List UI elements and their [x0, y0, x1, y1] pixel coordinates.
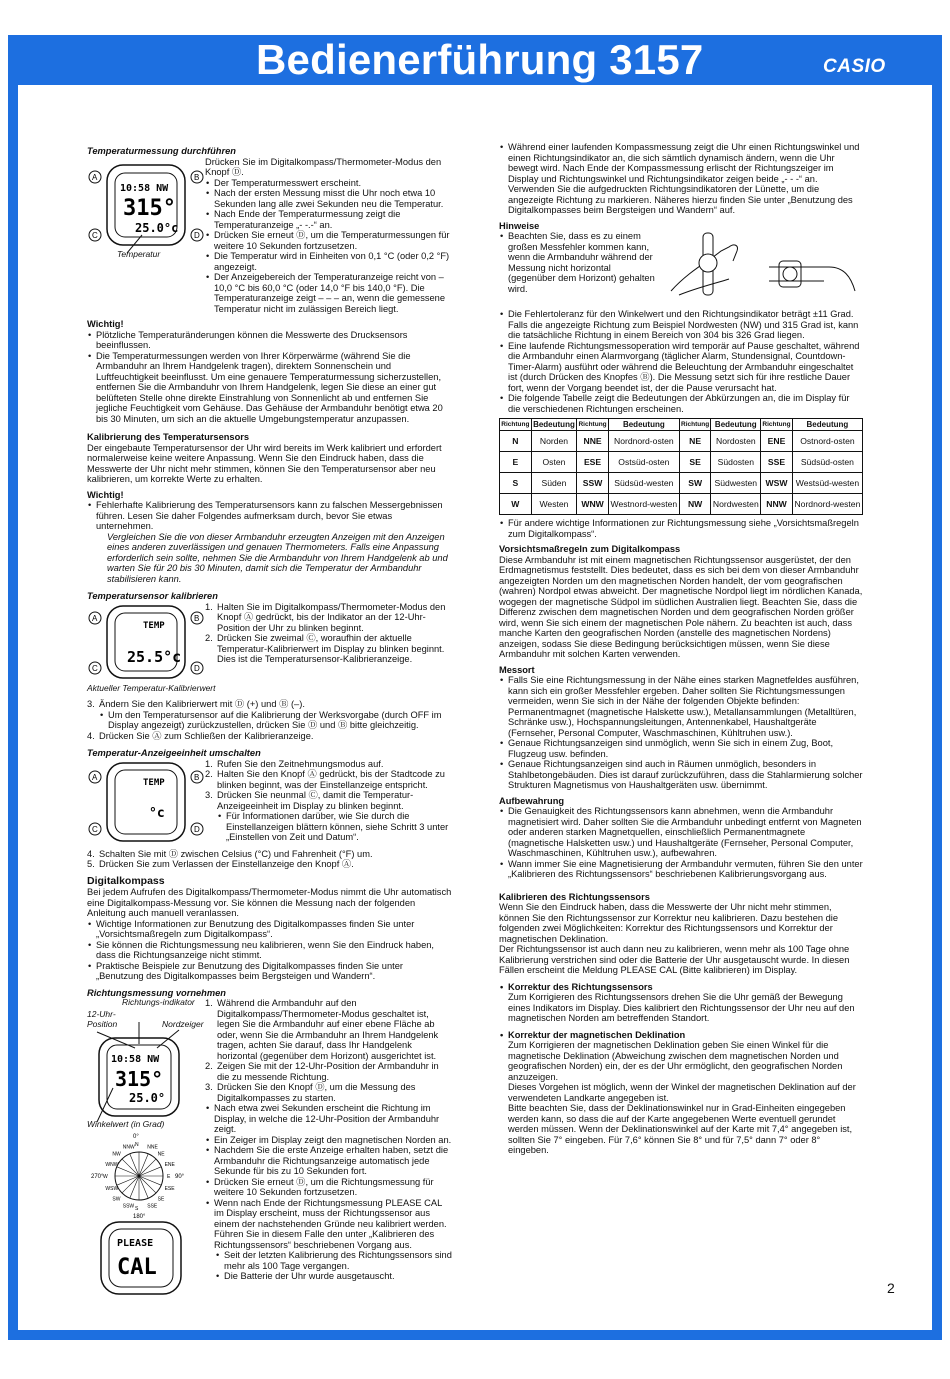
table-cell-abbrev: NNE	[577, 431, 609, 452]
table-cell-meaning: Westen	[531, 494, 577, 515]
table-cell-abbrev: SSE	[761, 452, 793, 473]
warn2-italic: Vergleichen Sie die von dieser Armbanduhr erzeugten Anzeigen mit den Anzeigen eines anderen zuverlässigen und genauen Thermometers. Falls eine Anpassung erforderlich sein sollte, nehmen Sie die Armbanduhr von Ihrem Handgelenk ab und warten Sie für 20 bis 30 Minuten, damit sich die Temperatur der Armbanduhr stabilisieren kann.	[107, 531, 448, 584]
table-cell-meaning: Ostnord-osten	[792, 431, 862, 452]
table-cell-meaning: Ostsüd-osten	[608, 452, 679, 473]
svg-text:C: C	[92, 230, 98, 240]
table-header: Richtung	[761, 419, 793, 431]
list-item: • Wann immer Sie eine Magnetisierung der Armbanduhr vermuten, führen Sie den unter „Kalibrieren des Richtungssensors“ beschriebenen Kalibrierungsvorgang aus.	[499, 859, 863, 880]
lcd-temp: 25.0°	[129, 1091, 166, 1106]
precautions-heading: Vorsichtsmaßregeln zum Digitalkompass	[499, 544, 681, 555]
calib-heading: Kalibrierung des Temperatursensors	[87, 432, 250, 442]
dial-label: SSW	[122, 1204, 135, 1211]
list-item: 3. Ändern Sie den Kalibrierwert mit Ⓓ (+) und Ⓑ (–).	[87, 699, 452, 710]
svg-text:B: B	[194, 613, 200, 623]
list-item: • Seit der letzten Kalibrierung des Richtungssensors sind mehr als 100 Tage vergangen.	[215, 1250, 452, 1271]
sensor-heading: Temperatursensor kalibrieren	[87, 591, 218, 601]
location-heading: Messort	[499, 664, 535, 675]
svg-text:C: C	[92, 824, 98, 834]
intro-list	[499, 142, 863, 216]
lcd-angle: 315°	[115, 1067, 164, 1092]
calibrate-b2-text2: Dieses Vorgehen ist möglich, wenn der Winkel der magnetischen Deklination auf der verwendeten Landkarte angegeben ist.	[508, 1082, 856, 1103]
location-list	[499, 675, 863, 791]
storage-heading: Aufbewahrung	[499, 795, 565, 806]
dial-label: NNE	[147, 1144, 158, 1151]
hints-list	[499, 231, 659, 303]
sensor-section	[87, 602, 452, 684]
table-row	[500, 452, 863, 473]
table-header: Bedeutung	[533, 420, 575, 429]
lcd-mode: TEMP	[143, 620, 165, 631]
dial-spoke	[122, 1159, 139, 1176]
list-item: 3. Drücken Sie den Knopf Ⓓ, um die Messung des Digitalkompasses zu starten.	[205, 1082, 452, 1103]
lcd-unit: °c	[149, 805, 165, 821]
list-item: • Wenn nach Ende der Richtungsmessung PLEASE CAL im Display erscheint, muss der Richtungssensor aus einem der nachstehenden Gründe neu kalibriert werden. Führen Sie in diesem Falle den unter „Kalibrieren des Richtungssensors“ beschriebenen Vorgang aus.	[205, 1198, 452, 1251]
svg-text:D: D	[194, 824, 200, 834]
svg-text:D: D	[194, 663, 200, 673]
unit-watch-figure	[87, 759, 205, 845]
list-item: • Wichtige Informationen zur Benutzung des Digitalkompasses finden Sie unter „Vorsichtsmaßregeln zum Digitalkompass“.	[87, 919, 452, 940]
dial-label: NW	[112, 1151, 121, 1158]
calibrate-list-2	[499, 1030, 863, 1041]
watch-icon	[87, 759, 205, 845]
table-cell-abbrev: WSW	[761, 473, 793, 494]
sensor-sub	[87, 710, 452, 731]
table-header: Richtung	[679, 419, 711, 431]
dial-label: SE	[157, 1197, 165, 1204]
calibrate-b1-text: Zum Korrigieren des Richtungssensors drehen Sie die Uhr gemäß der Bewegung eines Indikators im Display. Dies kalibriert den Richtungssensor der Uhr neu auf den magnetischen Norden am betreffenden Standort.	[508, 992, 855, 1024]
dial-degree: 270°	[91, 1174, 104, 1181]
warn1-list	[87, 330, 452, 425]
calibrate-list	[499, 982, 863, 993]
calibrate-text1: Wenn Sie den Eindruck haben, dass die Messwerte der Uhr nicht mehr stimmen, können Sie den Richtungssensor zur Korrektur neu kalibrieren. Dazu bestehen die folgenden zwei Möglichkeiten: Korrektur des Richtungssensors und Korrektur der magnetischen Deklination.	[499, 902, 839, 944]
watch-icon	[87, 1218, 205, 1298]
unit-section	[87, 759, 452, 845]
table-cell-meaning: Südsüd-osten	[792, 452, 862, 473]
dial-label: E	[167, 1174, 171, 1181]
svg-text:A: A	[92, 772, 98, 782]
list-item: 1. Während die Armbanduhr auf den Digitalkompass/Thermometer-Modus geschaltet ist, legen Sie die Armbanduhr auf einer ebene Fläche ab oder, wenn Sie die Armbanduhr an Ihrem Handgelenk tragen, achten Sie darauf, dass Ihr Handgelenk horizontal (gegenüber dem Horizont) ausgerichtet ist.	[205, 998, 452, 1061]
compass-dial	[87, 1132, 205, 1222]
dir-heading: Richtungsmessung vornehmen	[87, 987, 226, 998]
calibrate-text2: Der Richtungssensor ist auch dann neu zu kalibrieren, wenn mehr als 100 Tage ohne Kalibrierung verstrichen sind oder die Batterie der Uhr ausgetauscht wurde. In diesen Fällen erscheint die Meldung PLEASE CAL (Bitte kalibrieren) im Display.	[499, 944, 850, 976]
list-item: • Während einer laufenden Kompassmessung zeigt die Uhr einen Richtungswinkel und einen Richtungsindikator an, die sich sämtlich dynamisch ändern, wenn die Uhr bewegt wird. Nach Ende der Kompassmessung erlischt der Richtungszeiger im Display und Richtungswinkel und Richtungsindikator zeigen beide „- - -“ an. Verwenden Sie die aufgedruckten Richtungsindikatoren der Lünette, um die angezeigte Richtung zu markieren. Näheres hierzu finden Sie unter „Benutzung des Digitalkompasses beim Bergsteigen und Wandern“ auf.	[499, 142, 863, 216]
temp-fig-label: Temperatur	[117, 248, 161, 259]
dial-degree: 0°	[133, 1134, 139, 1141]
list-item: • Falls Sie eine Richtungsmessung in der Nähe eines starken Magnetfeldes ausführen, kann sich ein großer Messfehler ergeben. Daher sollten Sie Richtungsmessungen vermeiden, wenn Sie sich in der Nähe der folgenden Objekte befinden: Permanentmagnet (magnetische Halskette usw.), Metallansammlungen (Metalltüren, Schränke usw.), Hochspannungsleitungen, Antennenkabel, Haushaltgeräte (Fernseher, Personal Computer, Waschmaschinen, Kühltruhen usw.).	[499, 675, 863, 738]
svg-text:C: C	[92, 663, 98, 673]
calibrate-heading: Kalibrieren des Richtungssensors	[499, 891, 650, 902]
dir-section	[87, 998, 452, 1288]
lcd-time: 10:58 NW	[111, 1054, 160, 1066]
list-item: • Ein Zeiger im Display zeigt den magnetischen Norden an.	[205, 1135, 452, 1146]
svg-text:A: A	[92, 172, 98, 182]
svg-text:B: B	[194, 772, 200, 782]
fig-label-indicator: Richtungs-indikator	[122, 997, 195, 1008]
table-cell-abbrev: W	[500, 494, 532, 515]
table-row	[500, 473, 863, 494]
list-item: • Nach Ende der Temperaturmessung zeigt die Temperaturanzeige „- -.-“ an.	[205, 209, 452, 230]
fig-label-12pos: 12-Uhr-Position	[87, 1009, 118, 1030]
dial-label: ENE	[164, 1162, 175, 1169]
list-item: • Die Batterie der Uhr wurde ausgetauscht.	[215, 1271, 452, 1282]
dial-degree: 90°	[175, 1174, 185, 1181]
storage-list	[499, 806, 863, 880]
list-item: • Die Genauigkeit des Richtungssensors kann abnehmen, wenn die Armbanduhr magnetisiert wird. Daher sollten Sie die Armbanduhr unbedingt entfernt von Magneten oder anderen starken Magnetquellen, einschließlich Permanentmagnete (magnetische Halsketten usw.) und Haushaltgeräte (Fernseher, Personal Computer, Waschmaschinen, Kühltruhen usw.), aufbewahren.	[499, 806, 863, 859]
table-body	[500, 431, 863, 515]
list-item: • Korrektur des Richtungssensors	[499, 982, 863, 993]
dial-label: N	[135, 1142, 139, 1149]
table-cell-meaning: Nordnord-westen	[792, 494, 862, 515]
table-cell-meaning: Südsüd-westen	[608, 473, 679, 494]
unit-steps	[205, 759, 452, 845]
list-item: • Praktische Beispiele zur Benutzung des Digitalkompasses finden Sie unter „Benutzung des Digitalkompasses beim Bergsteigen und Wandern“.	[87, 961, 452, 982]
table-cell-abbrev: NW	[679, 494, 711, 515]
list-item: • Genaue Richtungsanzeigen sind unmöglich, wenn Sie sich in einem Zug, Boot, Flugzeug usw. befinden.	[499, 738, 863, 759]
casio-logo: CASIO	[823, 56, 886, 77]
svg-text:A: A	[92, 613, 98, 623]
list-item: • Plötzliche Temperaturänderungen können die Messwerte des Drucksensors beeinflussen.	[87, 330, 452, 351]
list-item: • Korrektur der magnetischen Deklination	[499, 1030, 863, 1041]
calib-text: Der eingebaute Temperatursensor der Uhr wird bereits im Werk kalibriert und erfordert normalerweise keine weitere Anpassung. Wenn Sie den Eindruck haben, dass die Messwerte der Uhr nicht mehr stimmen, können Sie den Temperatursensor aber neu kalibrieren, um korrekte Werte zu erhalten.	[87, 442, 442, 484]
sensor-watch-figure	[87, 602, 205, 684]
dial-label: NE	[157, 1151, 165, 1158]
list-item: • Nachdem Sie die erste Anzeige erhalten haben, setzt die Armbanduhr die Richtungsanzeige automatisch jede Sekunde für bis zu 10 Sekunden fort.	[205, 1145, 452, 1177]
table-cell-meaning: Westnord-westen	[608, 494, 679, 515]
dial-spoke	[139, 1176, 156, 1193]
lcd-cal: CAL	[117, 1255, 157, 1281]
temp-heading: Temperaturmessung durchführen	[87, 146, 236, 156]
temp-section	[87, 157, 452, 315]
table-cell-meaning: Westsüd-westen	[792, 473, 862, 494]
unit-steps-end	[87, 849, 452, 870]
notes-list	[499, 309, 863, 414]
list-item: • Drücken Sie erneut Ⓓ, um die Richtungsmessung für weitere 10 Sekunden fortzusetzen.	[205, 1177, 452, 1198]
dial-label: WNW	[105, 1162, 119, 1169]
table-cell-abbrev: ESE	[577, 452, 609, 473]
list-item: • Eine laufende Richtungsmessoperation wird temporär auf Pause geschaltet, während die Armbanduhr einen Alarmvorgang (täglicher Alarm, Stundensignal, Countdown-Timer-Alarm) ausführt oder während die Beleuchtung der Armbanduhr eingeschaltet ist (durch Drücken des Knopfes Ⓑ). Die Messung setzt sich für ihre restliche Dauer fort, wenn der Vorgang beendet ist, der die Pause verursacht hat.	[499, 341, 863, 394]
page-title: Bedienerführung 3157	[256, 36, 704, 83]
warn2-list	[87, 500, 452, 532]
list-item: • Die Temperaturmessungen werden von Ihrer Körperwärme (während Sie die Armbanduhr an Ihrem Handgelenk tragen), direktem Sonnenschein und Luftfeuchtigkeit beeinflusst. Um eine genauere Temperaturmessung sicherzustellen, entfernen Sie die Armbanduhr von Ihrem Handgelenk, legen Sie diese an einer gut belüfteten Stelle ohne direkte Einstrahlung von Sonnenlicht ab und entfernen Sie jegliche Feuchtigkeit vom Gehäuse. Das Gehäuse der Armbanduhr benötigt etwa 20 bis 30 Minuten, um sich an die aktuelle Umgebungstemperatur anzupassen.	[87, 351, 452, 425]
right-column	[499, 142, 863, 1156]
precautions-text: Diese Armbanduhr ist mit einem magnetischen Richtungssensor ausgerüstet, der den Erdmagnetismus feststellt. Dies bedeutet, dass es sich bei dem von dieser Armbanduhr angezeigten Norden um den magnetischen Norden handelt, der vom geografischen (wahren) Nordpol etwas abweicht. Der magnetische Nordpol liegt im nördlichen Kanada, wogegen der magnetische Südpol im südlichen Australien liegt. Beachten Sie, dass die Differenz zwischen dem magnetischen Norden und dem geografischen Norden größer wird, wenn Sie sich einem der magnetischen Pole nähern. Zu beachten ist auch, dass manche Karten den geografischen Norden (anstelle des magnetischen Nordens) anzeigen, sodass Sie diese Bedingung berücksichtigen müssen, wenn Sie diese Armbanduhr mit solchen Karten verwenden.	[499, 554, 863, 660]
watch-icon	[87, 602, 205, 682]
dial-degree: 180°	[133, 1214, 146, 1221]
table-header-row	[500, 419, 863, 431]
table-header: Richtung	[500, 419, 532, 431]
table-cell-abbrev: N	[500, 431, 532, 452]
list-item: • Der Anzeigebereich der Temperaturanzeige reicht von –10,0 °C bis 60,0 °C (oder 14,0 °F bis 140,0 °F). Die Temperaturanzeige zeigt – – – an, wenn die gemessene Temperatur nicht im zulässigen Bereich liegt.	[205, 272, 452, 314]
dial-spoke	[139, 1159, 156, 1176]
dial-label: SW	[112, 1197, 121, 1204]
list-item: • Fehlerhafte Kalibrierung des Temperatursensors kann zu falschen Messergebnissen führen. Lesen Sie daher Folgendes aufmerksam durch, bevor Sie etwas unternehmen.	[87, 500, 452, 532]
table-cell-meaning: Nordwesten	[711, 494, 761, 515]
table-cell-abbrev: NNW	[761, 494, 793, 515]
table-header: Bedeutung	[608, 419, 679, 431]
list-item: • Die Temperatur wird in Einheiten von 0,1 °C (oder 0,2 °F) angezeigt.	[205, 251, 452, 272]
unit-heading: Temperatur-Anzeigeeinheit umschalten	[87, 748, 261, 759]
table-cell-abbrev: S	[500, 473, 532, 494]
hand-watch-icon	[659, 231, 859, 303]
warn1-heading: Wichtig!	[87, 319, 124, 329]
compass-heading: Digitalkompass	[87, 874, 165, 887]
list-item: • Die folgende Tabelle zeigt die Bedeutungen der Abkürzungen an, die im Display für die verschiedenen Richtungen erscheinen.	[499, 393, 863, 414]
list-item: • Beachten Sie, dass es zu einem großen Messfehler kommen kann, wenn die Armbanduhr während der Messung nicht horizontal (gegenüber dem Horizont) gehalten wird.	[499, 231, 659, 294]
dial-label: S	[135, 1206, 139, 1213]
svg-text:D: D	[194, 230, 200, 240]
lcd-temp: 25.0°c	[135, 220, 179, 235]
lcd-message: PLEASE	[117, 1238, 154, 1250]
compass-bullets	[87, 919, 452, 982]
table-cell-abbrev: SW	[679, 473, 711, 494]
lcd-time: 10:58 NW	[120, 182, 169, 194]
table-cell-abbrev: SSW	[577, 473, 609, 494]
lcd-value: 25.5°c	[127, 647, 182, 666]
table-cell-meaning: Osten	[531, 452, 577, 473]
table-note-list	[499, 518, 863, 539]
temp-bullets	[205, 178, 452, 315]
dial-label: W	[103, 1174, 108, 1181]
table-cell-abbrev: NE	[679, 431, 711, 452]
list-item: • Sie können die Richtungsmessung neu kalibrieren, wenn Sie den Eindruck haben, dass die Richtungsanzeige nicht stimmt.	[87, 940, 452, 961]
warn2-heading: Wichtig!	[87, 489, 124, 500]
hints-section	[499, 231, 863, 303]
list-item: • Für Informationen darüber, wie Sie durch die Einstellanzeigen blättern können, siehe Schritt 3 unter „Einstellen von Zeit und Datum“.	[217, 811, 452, 843]
dir-steps	[205, 998, 452, 1288]
table-cell-abbrev: SE	[679, 452, 711, 473]
temp-watch-figure	[87, 157, 205, 262]
table-cell-meaning: Südwesten	[711, 473, 761, 494]
hints-heading: Hinweise	[499, 220, 540, 231]
table-cell-meaning: Nordnord-osten	[608, 431, 679, 452]
temp-intro: Drücken Sie im Digitalkompass/Thermometer-Modus den Knopf Ⓓ.	[205, 156, 442, 177]
sensor-steps	[205, 602, 452, 684]
table-cell-meaning: Süden	[531, 473, 577, 494]
list-item: 2. Halten Sie den Knopf Ⓐ gedrückt, bis der Stadtcode zu blinken beginnt, was der Einstellanzeige entspricht.	[205, 769, 452, 790]
dial-label: SSE	[147, 1204, 158, 1211]
table-cell-meaning: Nordosten	[711, 431, 761, 452]
list-item: • Nach etwa zwei Sekunden erscheint die Richtung im Display, in welche die 12-Uhr-Position der Armbanduhr zeigt.	[205, 1103, 452, 1135]
list-item: • Um den Temperatursensor auf die Kalibrierung der Werksvorgabe (durch OFF im Display angezeigt) zurückzustellen, drücken Sie Ⓓ und Ⓑ bitte gleichzeitig.	[99, 710, 452, 731]
table-cell-meaning: Norden	[531, 431, 577, 452]
table-cell-abbrev: ENE	[761, 431, 793, 452]
list-item: 1. Halten Sie im Digitalkompass/Thermometer-Modus den Knopf Ⓐ gedrückt, bis der Indikator an der 12-Uhr-Position der Uhr zu blinken beginnt.	[205, 602, 452, 634]
compass-text: Bei jedem Aufrufen des Digitalkompass/Thermometer-Modus nimmt die Uhr automatisch eine Digitalkompass-Messung vor. Sie können die Messung nach der folgenden Anleitung auch manuell veranlassen.	[87, 887, 452, 919]
table-cell-abbrev: WNW	[577, 494, 609, 515]
list-item: • Genaue Richtungsanzeigen sind auch in Räumen unmöglich, besonders in Stahlbetongebäuden. Dies ist darauf zurückzuführen, dass die Stahlarmierung solcher Strukturen Magnetismus von Haushaltgeräten usw. übernimmt.	[499, 759, 863, 791]
lcd-angle: 315°	[123, 195, 176, 221]
table-header: Bedeutung	[792, 419, 862, 431]
table-cell-meaning: Südosten	[711, 452, 761, 473]
list-item: 3. Drücken Sie neunmal Ⓒ, damit die Temperatur-Anzeigeeinheit im Display zu blinken beginnt.	[205, 790, 452, 811]
table-cell-abbrev: E	[500, 452, 532, 473]
sensor-steps-end	[87, 731, 452, 742]
table-row	[500, 494, 863, 515]
svg-text:B: B	[194, 172, 200, 182]
dial-label: WSW	[105, 1186, 119, 1193]
watch-icon	[87, 157, 205, 262]
list-item: 4. Drücken Sie Ⓐ zum Schließen der Kalibrieranzeige.	[87, 731, 452, 742]
dial-label: ESE	[164, 1186, 175, 1193]
calibrate-b2-text3: Bitte beachten Sie, dass der Deklinationswinkel nur in Grad-Einheiten eingegeben werden kann, so dass die auf der Karte angegebenen Werte eventuell gerundet werden müssen. Wenn der Deklinationswinkel auf der Karte mit 7,4° angegeben ist, sollten Sie 7° eingeben. Für 7,6° können Sie 8° und für 7,5° dann 7° oder 8° eingeben.	[508, 1103, 853, 1156]
sensor-fig-label: Aktueller Temperatur-Kalibrierwert	[87, 682, 216, 693]
dial-spoke	[122, 1176, 139, 1193]
dir-figures	[87, 998, 205, 1288]
list-item: • Für andere wichtige Informationen zur Richtungsmessung siehe „Vorsichtsmaßregeln zum Digitalkompass“.	[499, 518, 863, 539]
table-row	[500, 431, 863, 452]
dial-label: NNW	[122, 1144, 135, 1151]
sensor-steps-cont	[87, 699, 452, 710]
list-item: • Die Fehlertoleranz für den Winkelwert und den Richtungsindikator beträgt ±11 Grad. Falls die angezeigte Richtung zum Beispiel Nordwesten (NW) und 315 Grad ist, kann die tatsächliche Richtung in einem Bereich von 304 bis 326 Grad liegen.	[499, 309, 863, 341]
table-header: Bedeutung	[711, 419, 761, 431]
list-item: 4. Schalten Sie mit Ⓓ zwischen Celsius (°C) und Fahrenheit (°F) um.	[87, 849, 452, 860]
left-column	[87, 142, 452, 1288]
fig-label-north: Nordzeiger	[162, 1019, 204, 1030]
list-item: • Drücken Sie erneut Ⓓ, um die Temperaturmessungen für weitere 10 Sekunden fortzusetzen.	[205, 230, 452, 251]
temp-text	[205, 157, 452, 315]
list-item: 2. Drücken Sie zweimal Ⓒ, woraufhin der aktuelle Temperatur-Kalibrierwert im Display zu blinken beginnt. Dies ist die Temperatursensor-Kalibrieranzeige.	[205, 633, 452, 665]
list-item: 1. Rufen Sie den Zeitnehmungsmodus auf.	[205, 759, 452, 770]
list-item: • Der Temperaturmesswert erscheint.	[205, 178, 452, 189]
list-item: 2. Zeigen Sie mit der 12-Uhr-Position der Armbanduhr in die zu messende Richtung.	[205, 1061, 452, 1082]
page-number: 2	[887, 1280, 895, 1296]
fig-label-angle: Winkelwert (in Grad)	[87, 1119, 165, 1130]
lcd-mode: TEMP	[143, 777, 165, 788]
table-header: Richtung	[577, 419, 609, 431]
list-item: • Nach der ersten Messung misst die Uhr noch etwa 10 Sekunden lang alle zwei Sekunden neu die Temperatur.	[205, 188, 452, 209]
list-item: 5. Drücken Sie zum Verlassen der Einstellanzeige den Knopf Ⓐ.	[87, 859, 452, 870]
direction-table	[499, 418, 863, 515]
calibrate-b2-text1: Zum Korrigieren der magnetischen Deklination geben Sie einen Winkel für die magnetische Deklination (Abweichung zwischen dem magnetischen Norden und geografischen Norden) ein, der es der Uhr ermöglicht, den geografischen Norden anzuzeigen.	[508, 1040, 843, 1082]
